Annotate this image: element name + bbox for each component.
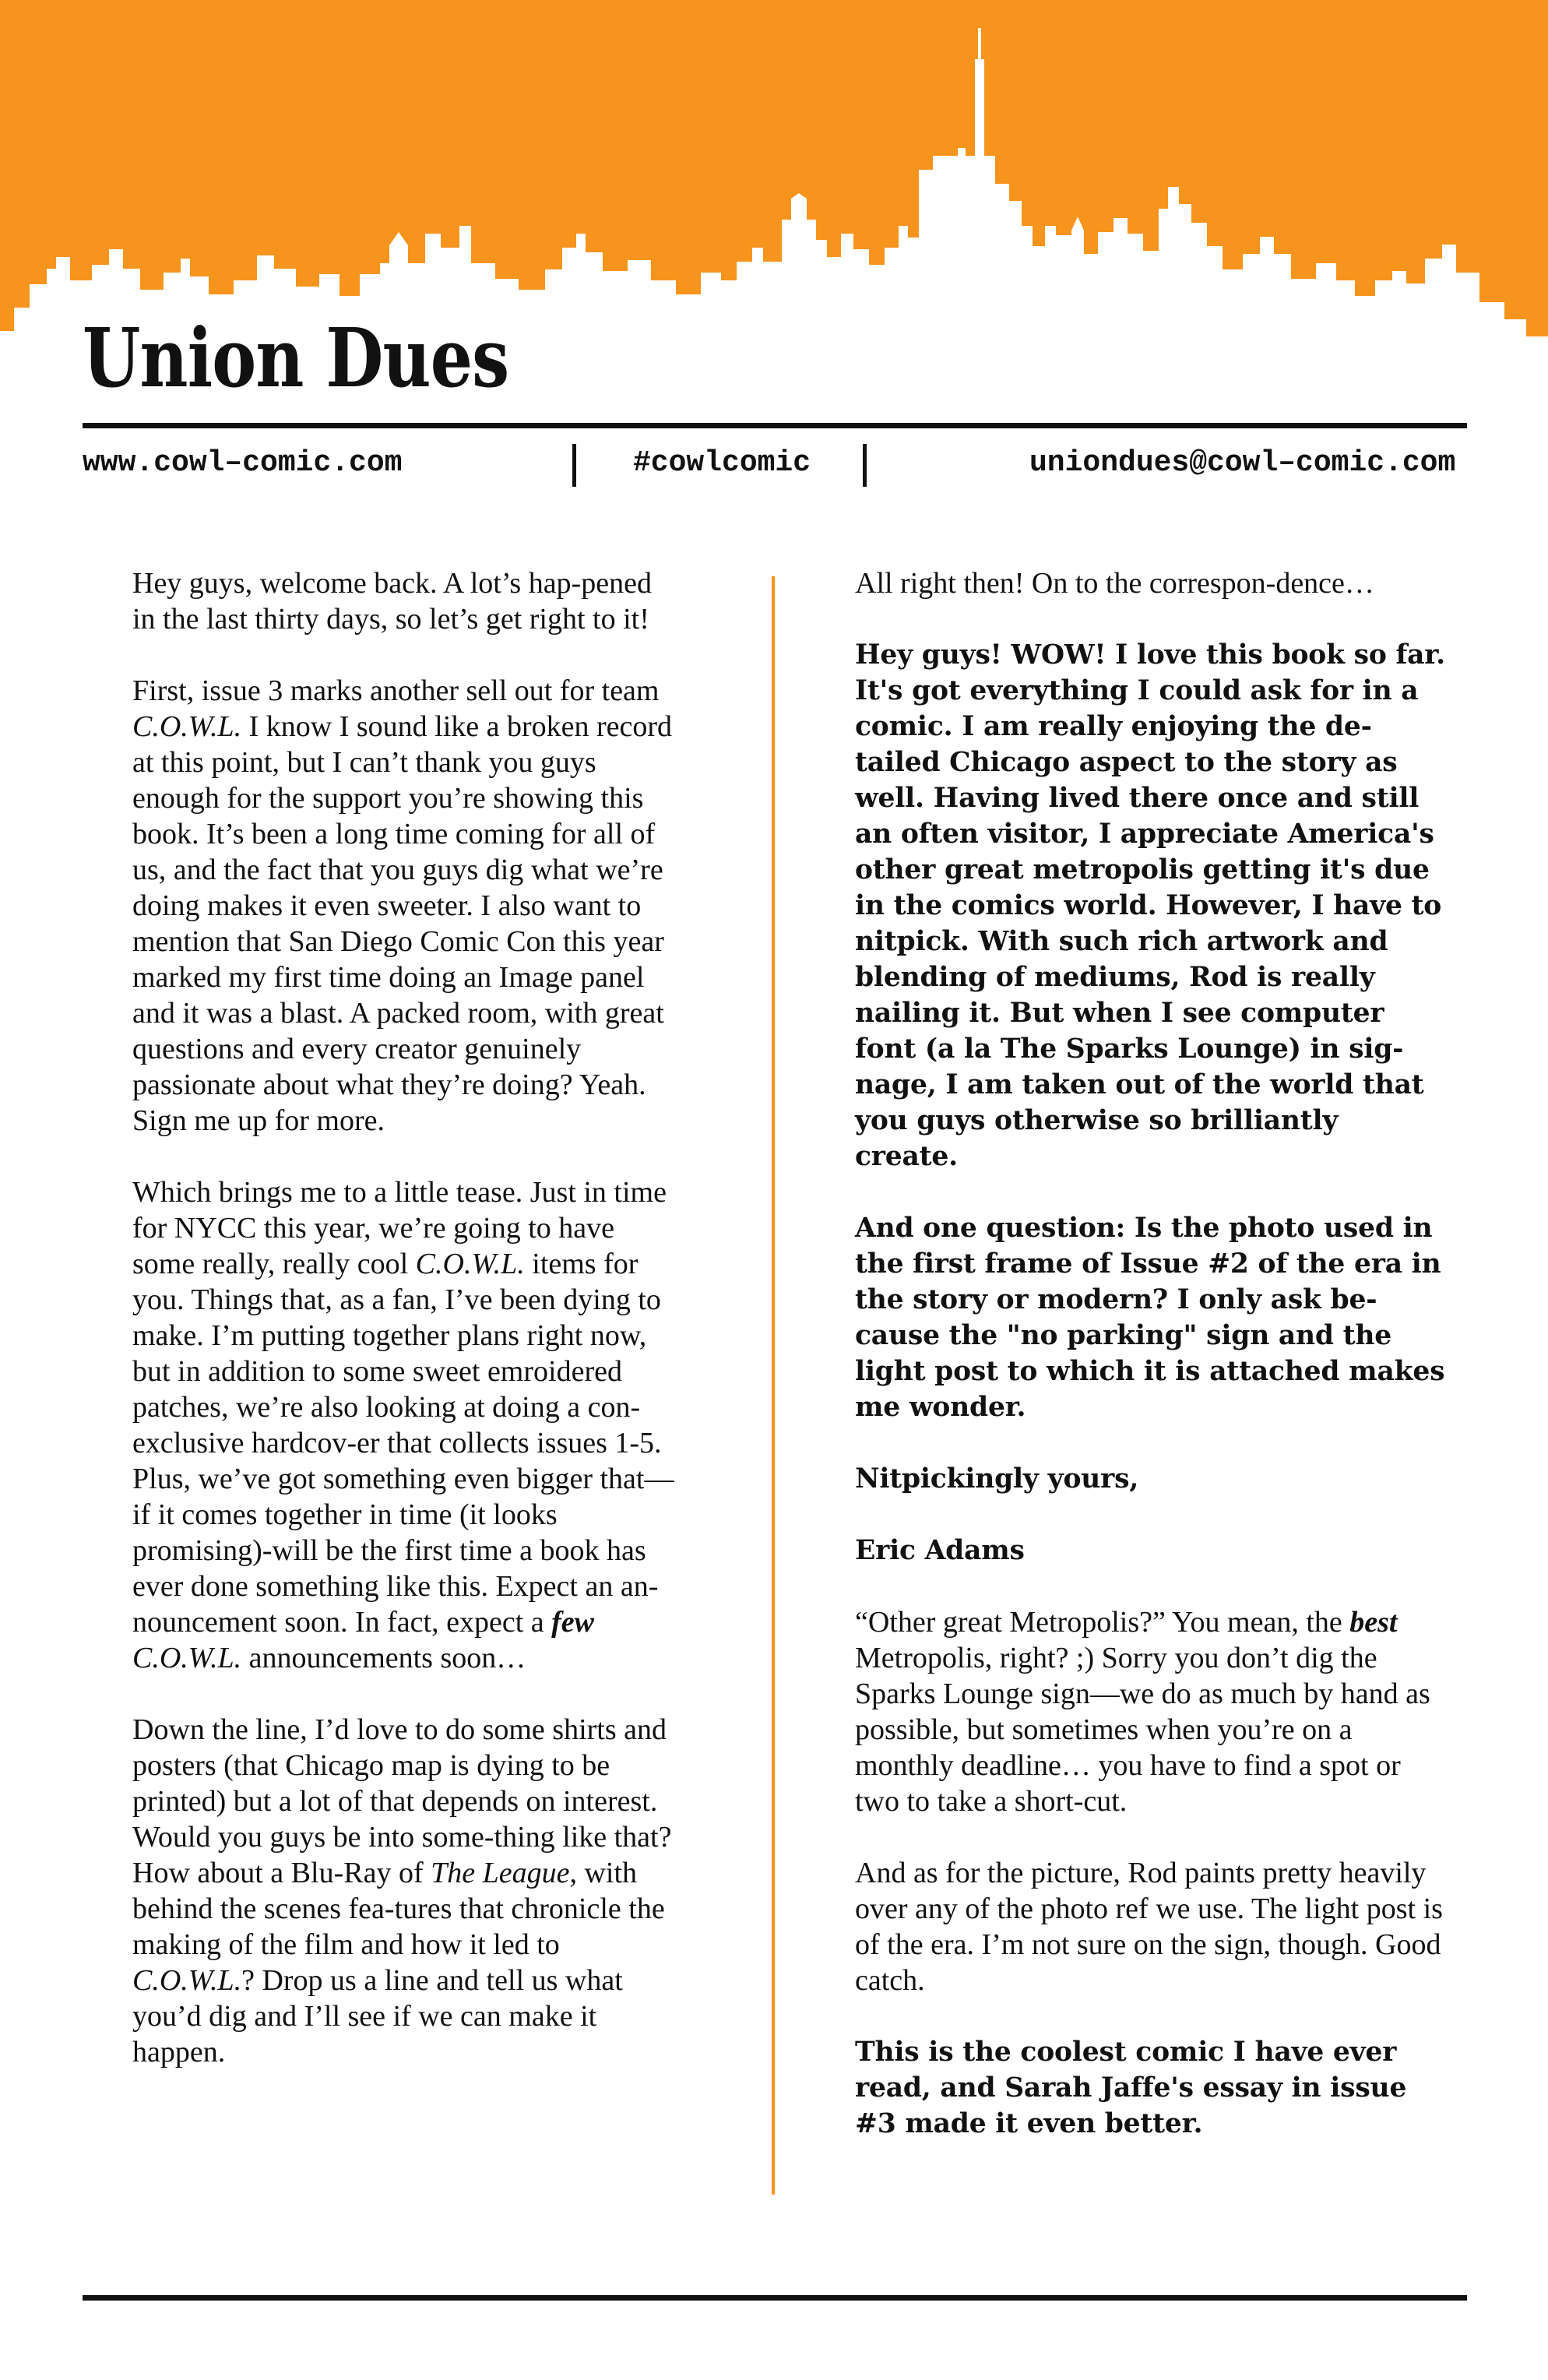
merch-paragraph	[132, 1712, 677, 2070]
left-column	[132, 565, 677, 2070]
reply-paragraph: And as for the picture, Rod paints pretty heavily over any of the photo ref we use. The light post is of the era. I’m not sure on the sign, though. Good catch.	[855, 1857, 1443, 1997]
text-run: Metropolis, right? ;) Sorry you don’t dig the Sparks Lounge sign—we do as much by hand as possible, but sometimes when you’re on a monthly deadline… you have to find a spot or two to take a short-cut.	[855, 1642, 1430, 1818]
italic-title: C.O.W.L.	[132, 710, 242, 743]
correspondence-intro: All right then! On to the correspon-dence…	[855, 567, 1374, 600]
letter-signoff: Nitpickingly yours,	[855, 1463, 1139, 1495]
emphasis-text: few	[551, 1606, 594, 1639]
reply-paragraph	[855, 1604, 1447, 1819]
contact-separator	[863, 444, 867, 487]
italic-title: C.O.W.L.	[415, 1248, 525, 1280]
website-link[interactable]: www.cowl–comic.com	[83, 446, 403, 480]
text-run: announcements soon…	[241, 1642, 526, 1674]
email-link[interactable]: uniondues@cowl–comic.com	[1029, 446, 1456, 480]
header-rule	[83, 423, 1467, 428]
italic-title: C.O.W.L.	[132, 1642, 242, 1674]
emphasis-text: best	[1349, 1606, 1398, 1639]
text-run: ? Drop us a line and tell us what you’d dig and I’ll see if we can make it happen.	[132, 1964, 623, 2068]
column-divider	[772, 576, 775, 2195]
italic-title: C.O.W.L.	[132, 1964, 242, 1997]
text-run: “Other great Metropolis?” You mean, the	[855, 1606, 1350, 1639]
footer-rule	[83, 2295, 1467, 2301]
italic-title: The League	[431, 1857, 570, 1889]
text-run: Which brings me to a little tease. Just in time for NYCC this year, we’re going to have some really, really cool	[132, 1176, 667, 1280]
intro-paragraph: Hey guys, welcome back. A lot’s hap-pened in the last thirty days, so let’s get right to it!	[132, 567, 652, 635]
right-column	[855, 565, 1447, 2142]
letter-paragraph: Hey guys! WOW! I love this book so far. It's got everything I could ask for in a comic. I am really enjoying the de-tailed Chicago aspect to the story as well. Having lived there once and still an often visitor, I appreciate America's other great metropolis getting it's due in the comics world. However, I have to nitpick. With such rich artwork and blending of mediums, Rod is really nailing it. But when I see computer font (a la The Sparks Lounge) in sig-nage, I am taken out of the world that you guys otherwise so brilliantly create.	[855, 639, 1445, 1172]
text-run: items for you. Things that, as a fan, I’ve been dying to make. I’m putting together plans right now, but in addition to some sweet emroidered patches, we’re also looking at doing a con-exclusive hardcov-er that collects issues 1-5. Plus, we’ve got something even bigger that—if it comes together in time (it looks promising)-will be the first time a book has ever done something like this. Expect an an-nouncement soon. In fact, expect a	[132, 1248, 674, 1639]
letter-paragraph: This is the coolest comic I have ever read, and Sarah Jaffe's essay in issue #3 made it even better.	[855, 2037, 1407, 2139]
text-run: I know I sound like a broken record at this point, but I can’t thank you guys enough for the support you’re showing this book. It’s been a long time coming for all of us, and the fact that you guys dig what we’re doing makes it even sweeter. I also want to mention that San Diego Comic Con this year marked my first time doing an Image panel and it was a blast. A packed room, with great questions and every creator genuinely passionate about what they’re doing? Yeah. Sign me up for more.	[132, 710, 673, 1137]
text-run: First, issue 3 marks another sell out for team	[132, 674, 660, 707]
letter-author: Eric Adams	[855, 1535, 1025, 1566]
page-title: Union Dues	[83, 310, 509, 406]
text-run: Down the line, I’d love to do some shirts and posters (that Chicago map is dying to be printed) but a lot of that depends on interest. Would you guys be into some-thing like that? How about a Blu-Ray of	[132, 1713, 672, 1889]
text-run: , with behind the scenes fea-tures that chronicle the making of the film and how it led to	[132, 1857, 665, 1961]
sellout-paragraph	[132, 673, 677, 1139]
letter-question: And one question: Is the photo used in the first frame of Issue #2 of the era in the story or modern? I only ask be-cause the "no parking" sign and the light post to which it is attached makes me wonder.	[855, 1213, 1445, 1423]
contact-separator	[572, 444, 576, 487]
hashtag-text[interactable]: #cowlcomic	[633, 446, 811, 480]
tease-paragraph	[132, 1174, 677, 1676]
